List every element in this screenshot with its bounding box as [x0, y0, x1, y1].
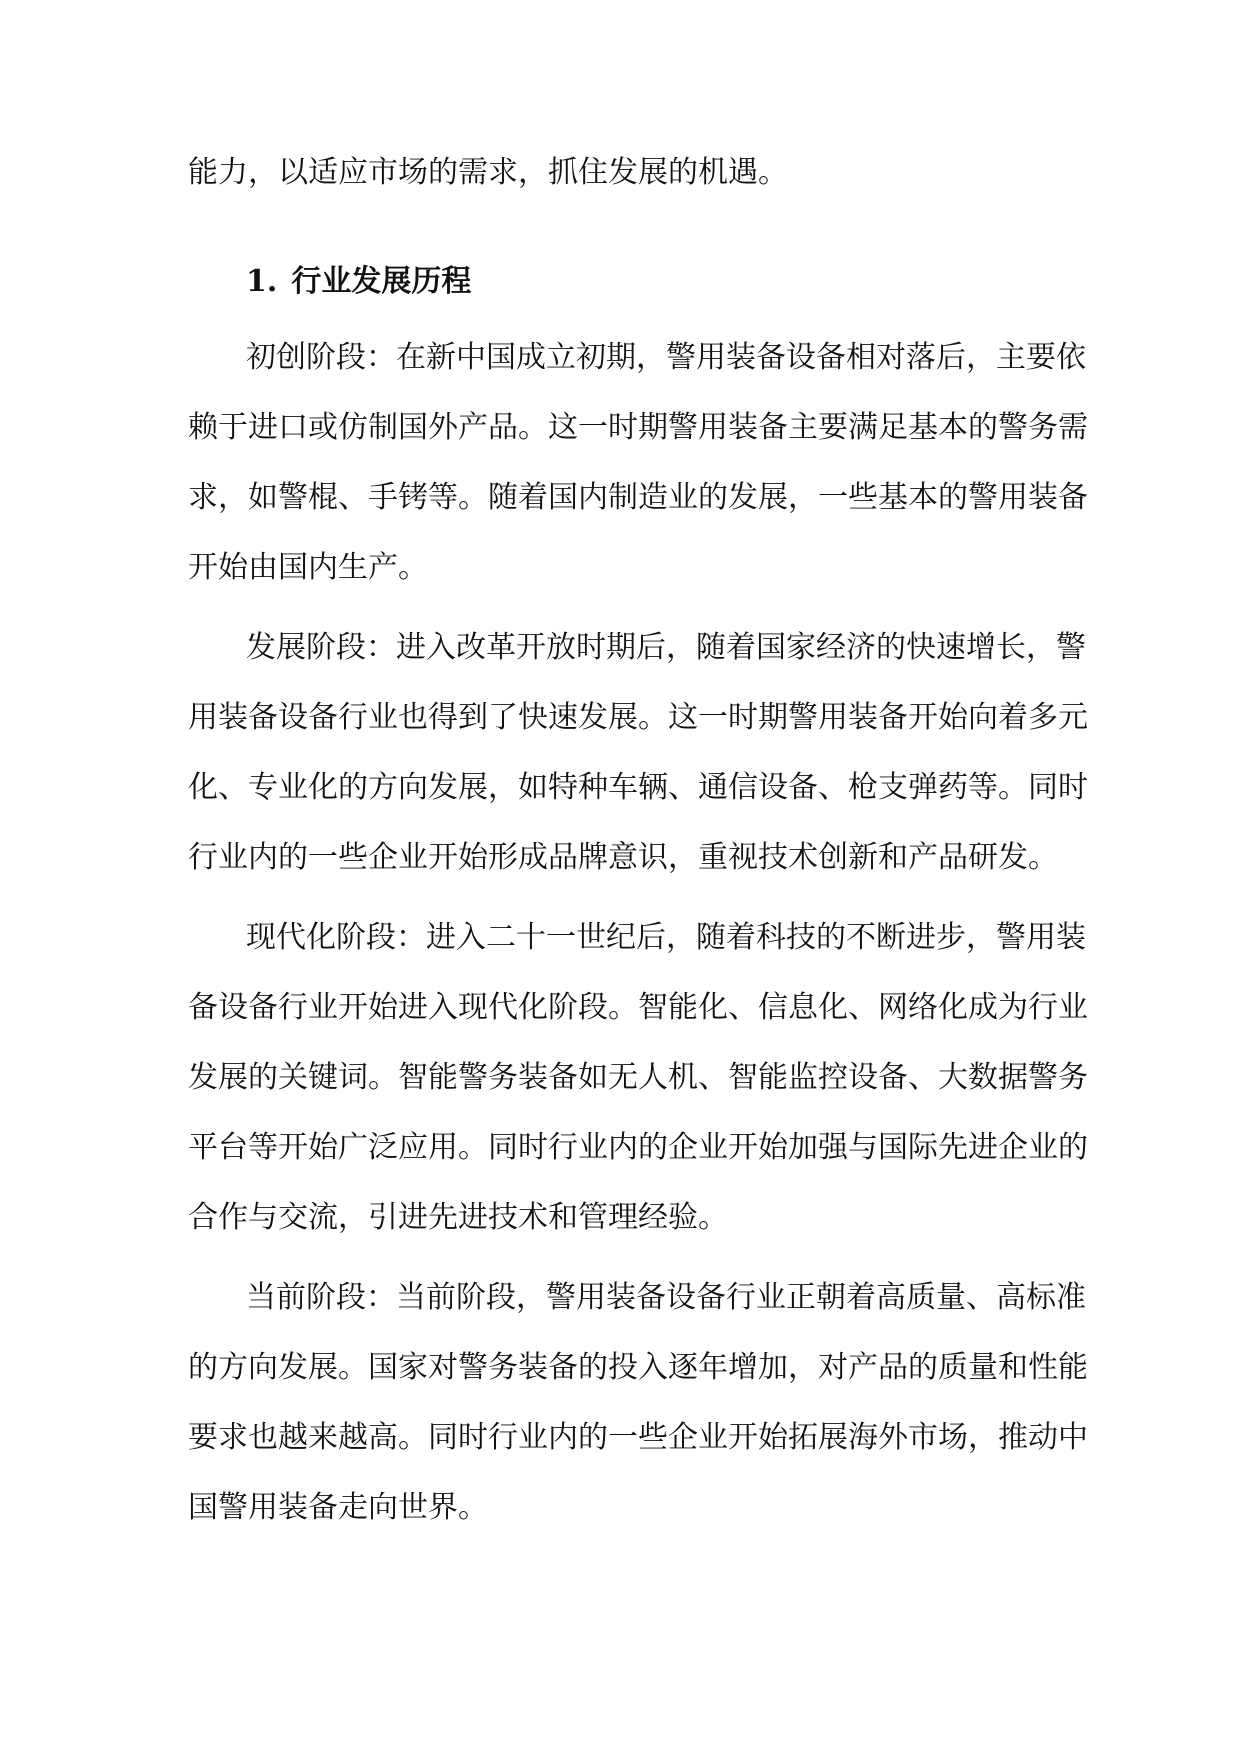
- paragraph-line: 求，如警棍、手铐等。随着国内制造业的发展，一些基本的警用装备: [188, 480, 1088, 515]
- paragraph-line: 合作与交流，引进先进技术和管理经验。: [188, 1200, 728, 1235]
- paragraph-line: 赖于进口或仿制国外产品。这一时期警用装备主要满足基本的警务需: [188, 410, 1088, 445]
- paragraph-line: 的方向发展。国家对警务装备的投入逐年增加，对产品的质量和性能: [188, 1350, 1088, 1385]
- section-title: 行业发展历程: [291, 264, 472, 299]
- paragraph-line: 化、专业化的方向发展，如特种车辆、通信设备、枪支弹药等。同时: [188, 770, 1088, 805]
- paragraph-line: 备设备行业开始进入现代化阶段。智能化、信息化、网络化成为行业: [188, 990, 1088, 1025]
- paragraph-line: 平台等开始广泛应用。同时行业内的企业开始加强与国际先进企业的: [188, 1130, 1088, 1165]
- paragraph-line: 初创阶段：在新中国成立初期，警用装备设备相对落后，主要依: [246, 340, 1086, 375]
- paragraph-line: 行业内的一些企业开始形成品牌意识，重视技术创新和产品研发。: [188, 840, 1058, 875]
- section-heading: [246, 262, 471, 302]
- paragraph-line: 开始由国内生产。: [188, 550, 428, 585]
- paragraph-line: 国警用装备走向世界。: [188, 1490, 488, 1525]
- paragraph-line: 发展阶段：进入改革开放时期后，随着国家经济的快速增长，警: [246, 630, 1086, 665]
- paragraph-line: 当前阶段：当前阶段，警用装备设备行业正朝着高质量、高标准: [246, 1280, 1086, 1315]
- paragraph-line: 要求也越来越高。同时行业内的一些企业开始拓展海外市场，推动中: [188, 1420, 1088, 1455]
- intro-line: 能力，以适应市场的需求，抓住发展的机遇。: [188, 155, 788, 190]
- paragraph-line: 用装备设备行业也得到了快速发展。这一时期警用装备开始向着多元: [188, 700, 1088, 735]
- paragraph-line: 发展的关键词。智能警务装备如无人机、智能监控设备、大数据警务: [188, 1060, 1088, 1095]
- paragraph-line: 现代化阶段：进入二十一世纪后，随着科技的不断进步，警用装: [246, 920, 1086, 955]
- section-number: 1.: [246, 264, 278, 299]
